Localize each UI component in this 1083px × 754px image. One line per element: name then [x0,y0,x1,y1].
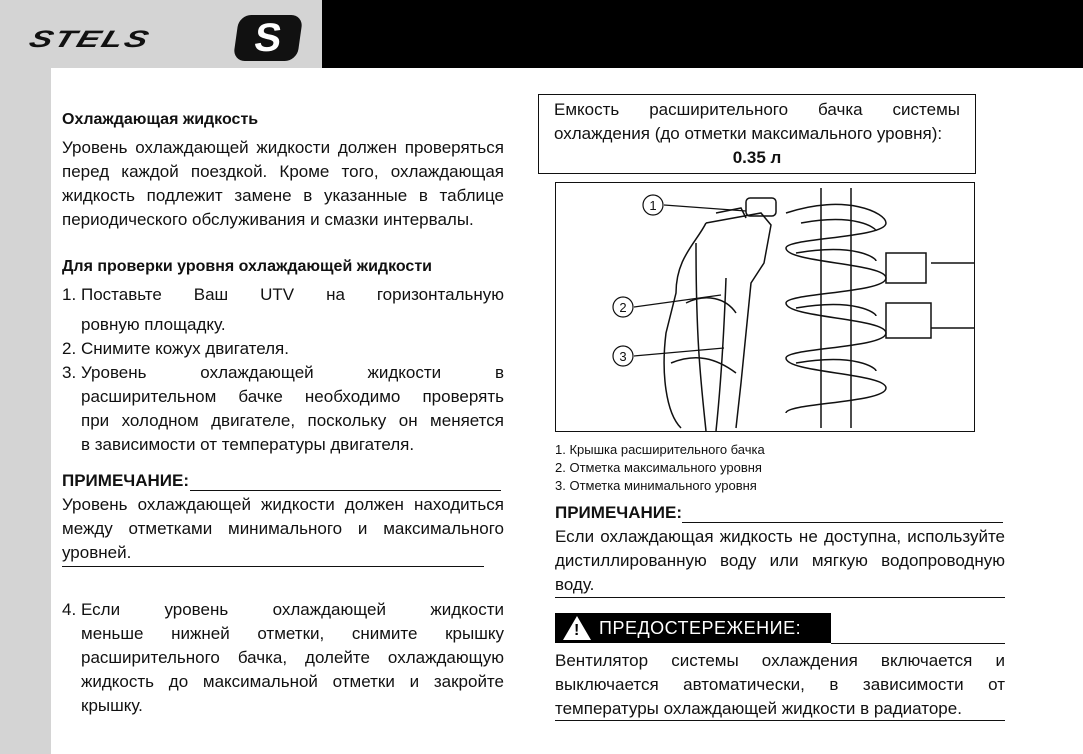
text-line: Снимите кожух двигателя. [81,339,289,358]
callout-2-label: 2 [619,300,627,315]
brand-mark-icon: S [233,15,303,61]
text-line: охлаждения (до отметки максимального уровня): [554,124,943,143]
text-line: уровней. [62,543,132,562]
step-4: 4. Если уровень охлаждающей жидкости меньше нижней отметки, снимите крышку расширительного бачка, долейте охлаждающую жидкость до максимальной отметки и закройте крышку. [62,598,504,718]
note-title: ПРИМЕЧАНИЕ: [555,503,682,522]
reservoir-drawing [556,183,974,431]
note-title: ПРИМЕЧАНИЕ: [62,471,189,490]
caption-1: 1. Крышка расширительного бачка [555,442,765,457]
text-line: Уровень охлаждающей жидкости в [81,363,504,382]
text-line: Поставьте Ваш UTV на горизонтальную [81,285,504,304]
right-note [555,501,1005,597]
reservoir-figure [555,182,975,432]
text-line: расширительного бачка, долейте охлаждающую [81,648,504,667]
text-line: температуры охлаждающей жидкости в радиаторе. [555,699,962,718]
note-bottom-rule [62,566,484,567]
header-bar [322,0,1083,68]
text-line: Уровень охлаждающей жидкости должен находиться [62,495,504,514]
left-note [62,469,504,565]
capacity-box [538,94,976,174]
step-1: 1. Поставьте Ваш UTV на горизонтальную ровную площадку. [62,283,504,337]
text-line: выключается автоматически, в зависимости от [555,675,1005,694]
step-3: 3. Уровень охлаждающей жидкости в расширительном бачке необходимо проверять при холодном двигателе, поскольку он меняется в зависимости от температуры двигателя. [62,361,504,457]
logo-area [0,0,322,68]
text-line: Вентилятор системы охлаждения включается и [555,651,1005,670]
warning-underline [831,643,1005,644]
text-line: между отметками минимального и максимального [62,519,504,538]
text-line: воду. [555,575,595,594]
callout-1-label: 1 [649,198,657,213]
capacity-value: 0.35 л [732,148,782,167]
text-line: периодического обслуживания и смазки интервалы. [62,210,474,229]
callout-3-label: 3 [619,349,627,364]
text-line: Уровень охлаждающей жидкости должен проверяться [62,138,504,157]
text-line: перед каждой поездкой. Кроме того, охлаждающая [62,162,504,181]
text-line: расширительном бачке необходимо проверять [81,387,504,406]
text-line: Если уровень охлаждающей жидкости [81,600,504,619]
note-bottom-rule [555,597,1005,598]
brand-wordmark: STELS [25,25,155,53]
text-line: Если охлаждающая жидкость не доступна, используйте [555,527,1005,546]
text-line: Емкость расширительного бачка системы [554,100,960,119]
text-line: меньше нижней отметки, снимите крышку [81,624,504,643]
text-line: при холодном двигателе, поскольку он меняется [81,411,504,430]
left-column [62,108,504,457]
coolant-heading: Охлаждающая жидкость [62,111,259,128]
note-underline [190,490,501,491]
caption-3: 3. Отметка минимального уровня [555,478,757,493]
left-margin-bar [0,0,51,754]
text-line: ровную площадку. [81,315,226,334]
text-line: дистиллированную воду или мягкую водопроводную [555,551,1005,570]
text-line: жидкость до максимальной отметки и закройте [81,672,504,691]
text-line: в зависимости от температуры двигателя. [81,435,415,454]
caption-2: 2. Отметка максимального уровня [555,460,762,475]
warning-title: ПРЕДОСТЕРЕЖЕНИЕ: [599,618,802,638]
warning-bottom-rule [555,720,1005,721]
figure-captions [555,441,765,495]
text-line: крышку. [81,696,143,715]
warning-text [555,649,1005,721]
check-heading: Для проверки уровня охлаждающей жидкости [62,258,432,275]
note-underline [682,522,1003,523]
step-2: 2. Снимите кожух двигателя. [62,337,504,361]
warning-banner: ! ПРЕДОСТЕРЕЖЕНИЕ: [555,613,831,643]
text-line: жидкость подлежит замене в указанные в таблице [62,186,504,205]
